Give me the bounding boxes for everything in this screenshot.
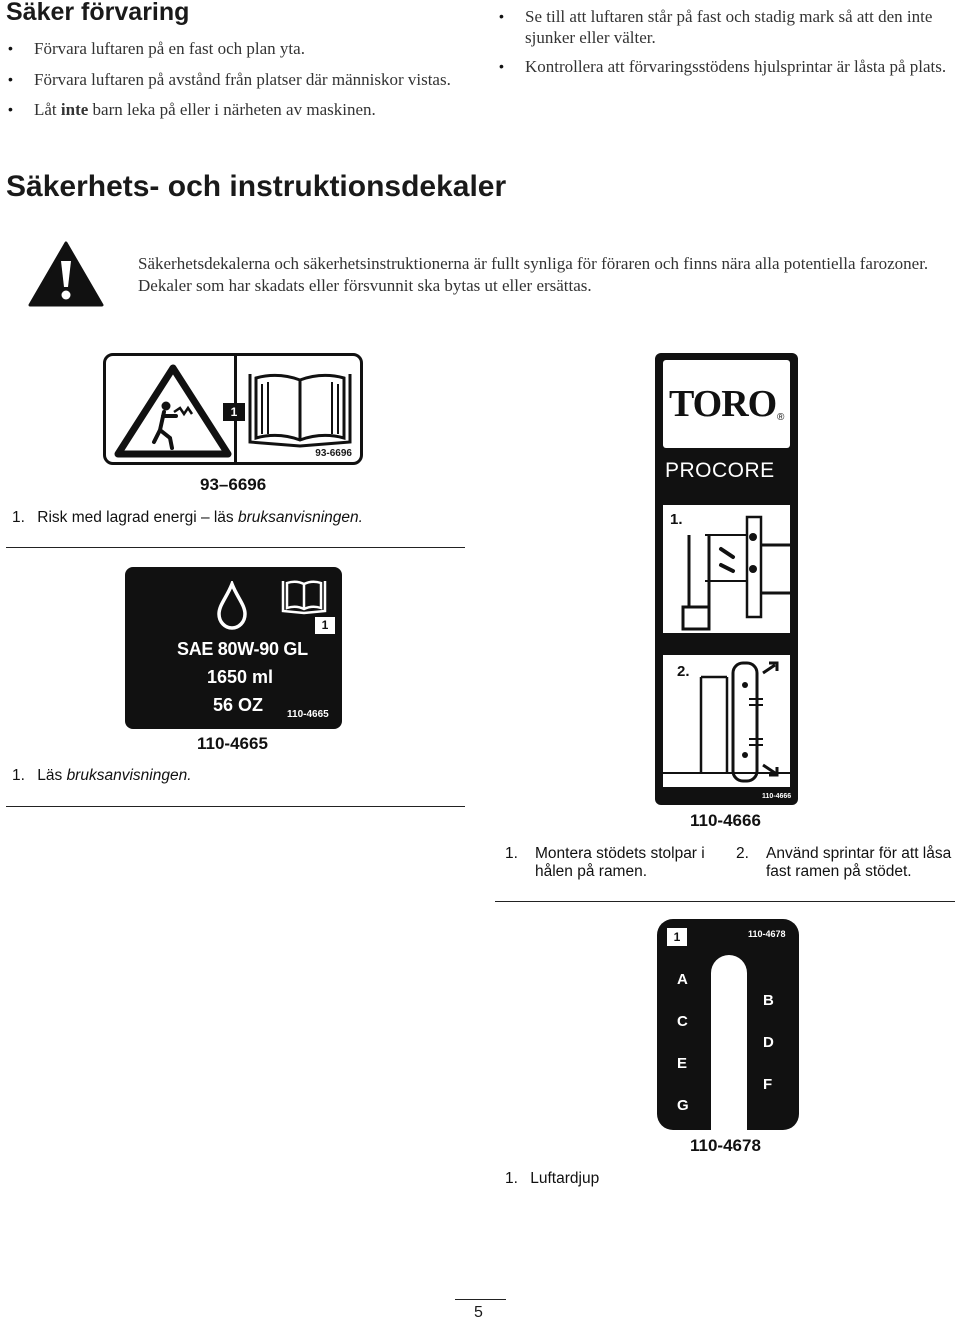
decal-caption-1: [505, 845, 725, 881]
section-rule: [6, 806, 465, 807]
section-rule: [6, 547, 465, 548]
list-item: • Se till att luftaren står på fast och stadig mark så att den inte sjunker eller välter.: [497, 6, 952, 48]
oil-volume-ml: 1650 ml: [207, 667, 274, 687]
caption-number: 1.: [505, 845, 518, 862]
step-2-panel: [663, 655, 790, 787]
decal-93-6696: [103, 353, 363, 465]
bullet-text-end: barn leka på eller i närheten av maskinen.: [88, 100, 376, 119]
decal-number: 93–6696: [200, 475, 267, 494]
decal-small-code: 110-4666: [762, 793, 792, 800]
list-item: • Förvara luftaren på en fast och plan yta.: [6, 38, 466, 59]
list-item: • Förvara luftaren på avstånd från platser där människor vistas.: [6, 69, 466, 90]
brand-panel: [663, 360, 790, 448]
caption-number: 1.: [505, 1170, 518, 1187]
depth-letter: D: [763, 1034, 774, 1051]
caption-text: Risk med lagrad energi – läs: [37, 509, 238, 526]
callout-1: 1: [223, 403, 245, 421]
depth-letter: F: [763, 1076, 773, 1093]
decal-small-code: 110-4678: [748, 929, 786, 939]
decal-caption: [12, 509, 363, 527]
storage-right-list: [497, 6, 952, 77]
caption-text: Använd sprintar för att låsa fast ramen på stödet.: [766, 845, 952, 880]
callout-1: 1: [315, 617, 335, 634]
decal-caption: [12, 767, 192, 785]
depth-letter: B: [763, 992, 774, 1009]
caption-number: 1.: [12, 767, 25, 784]
bullet-text-start: Låt: [34, 100, 61, 119]
stored-energy-warning-icon: [114, 364, 232, 458]
depth-letter: A: [677, 971, 688, 988]
decals-heading: Säkerhets- och instruktionsdekaler: [6, 170, 507, 203]
decal-number: 110-4666: [690, 811, 761, 830]
caption-text: Luftardjup: [530, 1170, 600, 1187]
lock-pin-illustration: [663, 655, 790, 787]
oil-spec: SAE 80W-90 GL: [177, 639, 308, 659]
oil-volume-oz: 56 OZ: [213, 695, 264, 715]
oil-drop-icon: [215, 581, 249, 631]
depth-letter: G: [677, 1097, 689, 1114]
step-number: 1.: [670, 511, 683, 528]
depth-letter: C: [677, 1013, 688, 1030]
step-number: 2.: [677, 663, 690, 680]
callout-1: 1: [667, 928, 687, 946]
storage-heading: Säker förvaring: [6, 0, 190, 26]
caption-text: Montera stödets stolpar i hålen på ramen.: [535, 845, 705, 880]
list-item: [6, 99, 466, 120]
decal-110-4666: [655, 353, 798, 805]
warning-triangle-icon: [28, 241, 104, 307]
storage-left-list: [6, 38, 466, 120]
decal-small-code: 110-4665: [287, 709, 329, 720]
decals-notice: Säkerhetsdekalerna och säkerhetsinstruktionerna är fullt synliga för föraren och finns nära alla potentiella farozoner. Dekaler som har skadats eller försvunnit ska bytas ut eller ersättas.: [138, 254, 929, 295]
decal-110-4665: [125, 567, 342, 729]
decal-caption-2: [736, 845, 958, 881]
decal-110-4678: [657, 919, 799, 1130]
decal-small-code: 93-6696: [315, 448, 352, 459]
list-item: • Kontrollera att förvaringsstödens hjulsprintar är låsta på plats.: [497, 56, 952, 77]
caption-emphasis: bruksanvisningen.: [66, 767, 192, 784]
caption-number: 2.: [736, 845, 749, 862]
product-name: PROCORE: [665, 459, 775, 482]
caption-number: 1.: [12, 509, 25, 526]
caption-text: Läs: [37, 767, 67, 784]
book-icon: [246, 368, 354, 448]
depth-slot: [711, 955, 747, 1130]
brand-logo: TORO: [669, 383, 777, 425]
page-number: 5: [474, 1304, 483, 1321]
footer-rule: [455, 1299, 506, 1300]
caption-emphasis: bruksanvisningen.: [238, 509, 363, 526]
decal-number: 110-4678: [690, 1136, 761, 1155]
decal-caption: [505, 1170, 599, 1188]
depth-letter: E: [677, 1055, 688, 1072]
decal-number: 110-4665: [197, 734, 268, 753]
section-rule: [495, 901, 955, 902]
book-icon: [280, 577, 328, 615]
step-1-panel: [663, 505, 790, 633]
mount-post-illustration: [663, 505, 790, 633]
emphasis-not: inte: [60, 100, 89, 119]
registered-mark: ®: [777, 412, 785, 423]
